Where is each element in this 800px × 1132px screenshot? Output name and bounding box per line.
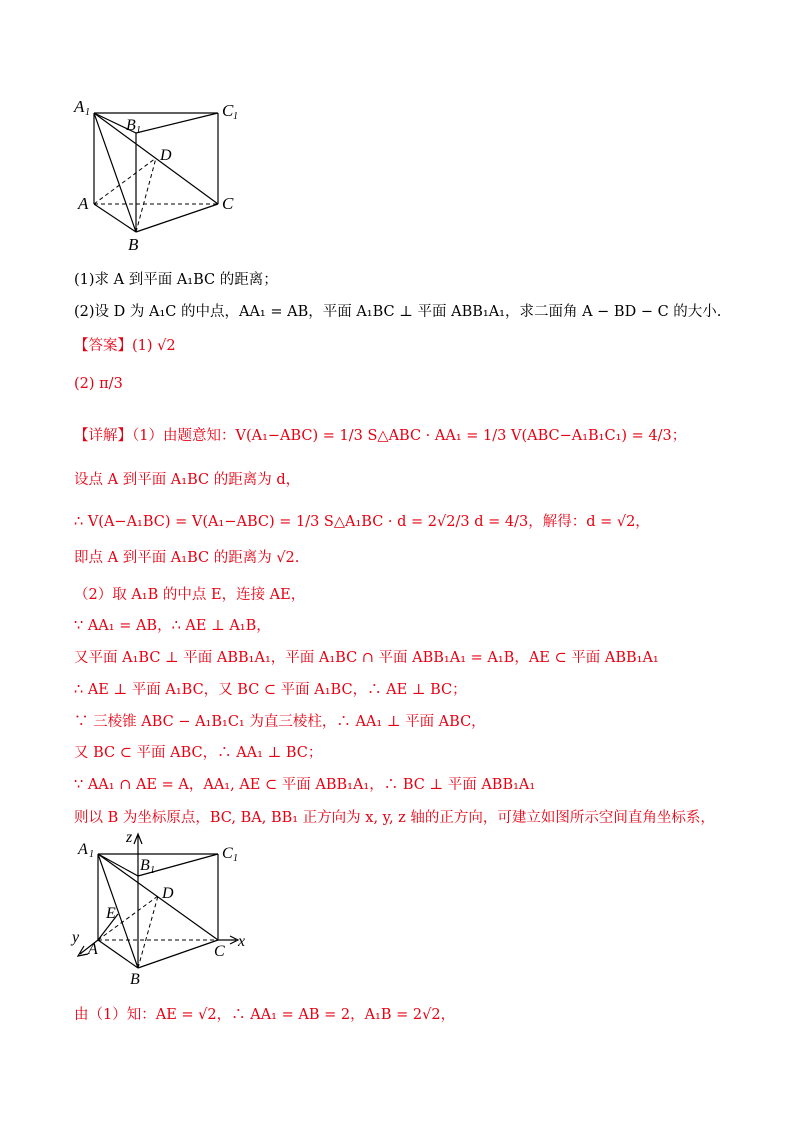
label-C1: C <box>222 101 234 120</box>
label-B1-sub: 1 <box>136 125 141 136</box>
solution-line-2: 设点 A 到平面 A₁BC 的距离为 d， <box>74 472 301 488</box>
label-B1: B <box>126 117 136 134</box>
answer-part-2: (2) π/3 <box>74 376 123 392</box>
label-D: D <box>160 147 172 164</box>
question-part-1: (1)求 A 到平面 A₁BC 的距离； <box>74 272 278 288</box>
solution-line-7: 又平面 A₁BC ⊥ 平面 ABB₁A₁，平面 A₁BC ∩ 平面 ABB₁A₁ = A₁B，AE ⊂ 平面 ABB₁A₁ <box>74 650 659 666</box>
solution-line-13: 由（1）知：AE = √2，∴ AA₁ = AB = 2，A₁B = 2√2， <box>74 1007 456 1023</box>
label-C: C <box>222 194 234 213</box>
axis-x: x <box>238 933 246 950</box>
prism-figure-2 <box>68 828 268 988</box>
answer-part-1: 【答案】(1) √2 <box>74 338 176 354</box>
axis-y: y <box>72 929 80 946</box>
label-C1-sub: 1 <box>233 111 238 122</box>
label2-C: C <box>214 943 225 960</box>
solution-line-4: 即点 A 到平面 A₁BC 的距离为 √2. <box>74 550 300 566</box>
solution-line-9: ∵ 三棱锥 ABC − A₁B₁C₁ 为直三棱柱，∴ AA₁ ⊥ 平面 ABC， <box>74 714 486 730</box>
solution-line-12: 则以 B 为坐标原点，BC, BA, BB₁ 正方向为 x, y, z 轴的正方向，可建立如图所示空间直角坐标系， <box>74 810 715 826</box>
solution-line-1: 【详解】（1）由题意知：V(A₁−ABC) = 1/3 S△ABC · AA₁ = 1/3 V(ABC−A₁B₁C₁) = 4/3； <box>74 428 687 444</box>
label2-B1-sub: 1 <box>150 865 155 876</box>
label2-B1: B <box>140 857 150 874</box>
axis-z: z <box>126 829 133 846</box>
label2-A1: A <box>78 841 88 858</box>
answer-label: 【答案】 <box>74 338 132 354</box>
label2-A1-sub: 1 <box>89 849 94 860</box>
label-A1: A <box>74 98 85 116</box>
solution-line-11: ∵ AA₁ ∩ AE = A，AA₁, AE ⊂ 平面 ABB₁A₁，∴ BC ⊥ 平面 ABB₁A₁ <box>74 777 536 793</box>
label2-E: E <box>106 905 116 922</box>
label-A1-sub: 1 <box>85 107 90 118</box>
question-part-2: (2)设 D 为 A₁C 的中点，AA₁ = AB，平面 A₁BC ⊥ 平面 ABB₁A₁，求二面角 A − BD − C 的大小. <box>74 304 722 320</box>
solution-line-8: ∴ AE ⊥ 平面 A₁BC，又 BC ⊂ 平面 A₁BC，∴ AE ⊥ BC； <box>74 682 467 698</box>
label2-C1-sub: 1 <box>233 853 238 864</box>
solution-line-3: ∴ V(A−A₁BC) = V(A₁−ABC) = 1/3 S△A₁BC · d = 2√2/3 d = 4/3，解得：d = √2， <box>74 514 650 530</box>
label-A: A <box>78 194 89 213</box>
label2-C1: C <box>222 845 233 862</box>
label2-D: D <box>162 885 174 902</box>
label2-A: A <box>88 941 98 958</box>
solution-line-5: （2）取 A₁B 的中点 E，连接 AE， <box>74 587 306 603</box>
label2-B: B <box>130 971 140 988</box>
solution-line-10: 又 BC ⊂ 平面 ABC，∴ AA₁ ⊥ BC； <box>74 745 323 761</box>
label-B: B <box>128 235 139 254</box>
prism-figure-1 <box>70 98 250 258</box>
solution-line-6: ∵ AA₁ = AB，∴ AE ⊥ A₁B， <box>74 618 271 634</box>
